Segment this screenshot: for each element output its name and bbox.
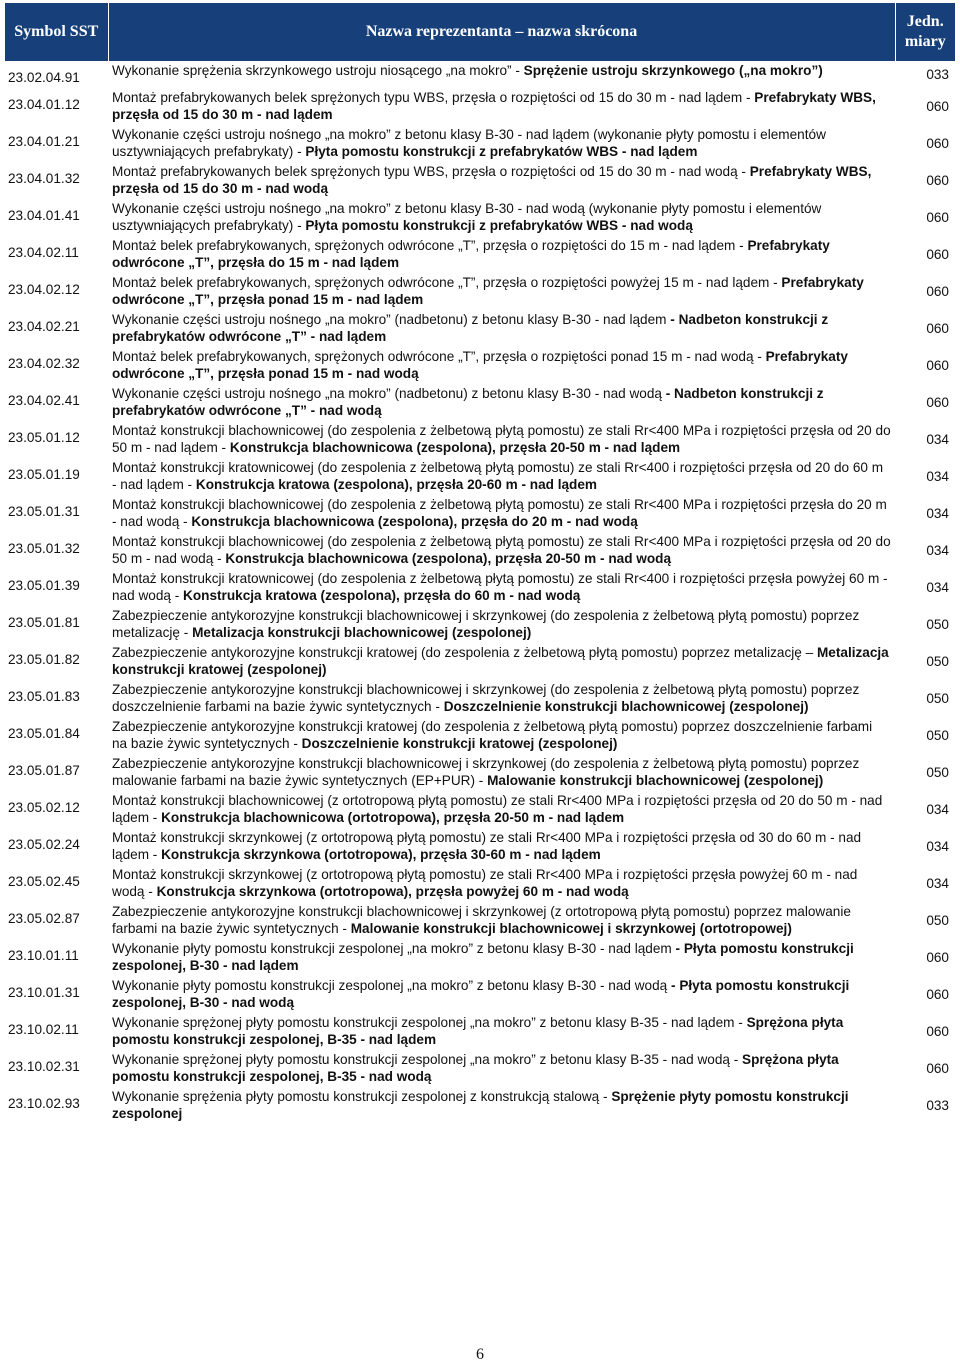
table-row xyxy=(5,606,955,643)
item-description xyxy=(108,865,895,902)
description-text: Zabezpieczenie antykorozyjne konstrukcji kratowej (do zespolenia z żelbetową płytą pomostu) poprzez doszczelnienie farbami na bazie żywic syntetycznych - xyxy=(112,719,873,751)
sst-code: 23.05.01.12 xyxy=(8,430,80,445)
item-description xyxy=(108,828,895,865)
table-row xyxy=(5,939,955,976)
item-description xyxy=(108,347,895,384)
item-description xyxy=(108,791,895,828)
short-name: Konstrukcja blachownicowa (zespolona), przęsła 20-50 m - nad wodą xyxy=(225,551,672,566)
sst-code: 23.04.02.21 xyxy=(8,319,80,334)
unit-code: 060 xyxy=(926,172,949,188)
table-row xyxy=(5,1050,955,1087)
table-row xyxy=(5,976,955,1013)
unit-code: 060 xyxy=(926,986,949,1002)
short-name: Konstrukcja blachownicowa (zespolona), przęsła 20-50 m - nad lądem xyxy=(229,440,681,455)
description-text: Montaż konstrukcji kratownicowej (do zespolenia z żelbetową płytą pomostu) ze stali Rr<400 i rozpiętości przęsła powyżej 60 m - nad wodą - xyxy=(112,571,888,603)
unit-code: 060 xyxy=(926,98,949,114)
item-description xyxy=(108,199,895,236)
sst-code: 23.05.02.12 xyxy=(8,800,80,815)
unit-code: 033 xyxy=(926,1097,949,1113)
table-row xyxy=(5,1013,955,1050)
description-text: Zabezpieczenie antykorozyjne konstrukcji blachownicowej i skrzynkowej (do zespolenia z żelbetową płytą pomostu) poprzez doszczelnienie farbami na bazie żywic syntetycznych - xyxy=(112,682,860,714)
short-name: Sprężona płyta pomostu konstrukcji zespolonej, B-35 - nad lądem xyxy=(112,1015,844,1047)
table-row xyxy=(5,791,955,828)
short-name: Konstrukcja kratowa (zespolona), przęsła do 60 m - nad wodą xyxy=(183,588,581,603)
short-name: - Nadbeton konstrukcji z prefabrykatów odwrócone „T” - nad wodą xyxy=(112,386,824,418)
short-name: Konstrukcja skrzynkowa (ortotropowa), przęsła 30-60 m - nad lądem xyxy=(161,847,601,862)
item-description xyxy=(108,495,895,532)
table-row xyxy=(5,236,955,273)
unit-code: 060 xyxy=(926,394,949,410)
symbol-column-header: Symbol SST xyxy=(5,3,108,61)
sst-code: 23.05.01.31 xyxy=(8,504,80,519)
description-text: Montaż konstrukcji blachownicowej (do zespolenia z żelbetową płytą pomostu) ze stali Rr<400 MPa i rozpiętości przęsła od 20 do 50 m - nad wodą - xyxy=(112,534,891,566)
description-text: Wykonanie sprężonej płyty pomostu konstrukcji zespolonej „na mokro” z betonu klasy B-35 - nad wodą - xyxy=(112,1052,743,1067)
sst-code: 23.04.02.11 xyxy=(8,245,79,260)
unit-code: 034 xyxy=(926,542,949,558)
item-description xyxy=(108,643,895,680)
item-description xyxy=(108,606,895,643)
item-description xyxy=(108,754,895,791)
short-name: Doszczelnienie konstrukcji kratowej (zespolonej) xyxy=(301,736,618,751)
unit-code: 060 xyxy=(926,1060,949,1076)
unit-code: 060 xyxy=(926,209,949,225)
unit-code: 050 xyxy=(926,727,949,743)
item-description xyxy=(108,569,895,606)
table-row xyxy=(5,643,955,680)
unit-code: 050 xyxy=(926,653,949,669)
sst-code: 23.10.01.11 xyxy=(8,948,79,963)
sst-code: 23.04.02.41 xyxy=(8,393,80,408)
catalog-sheet xyxy=(5,3,955,1124)
sst-code: 23.04.02.32 xyxy=(8,356,80,371)
description-text: Zabezpieczenie antykorozyjne konstrukcji blachownicowej i skrzynkowej (z ortotropową płytą pomostu) poprzez malowanie farbami na bazie żywic syntetycznych - xyxy=(112,904,851,936)
sst-code: 23.02.04.91 xyxy=(8,70,80,85)
unit-code: 050 xyxy=(926,690,949,706)
sst-code: 23.05.01.39 xyxy=(8,578,80,593)
description-text: Montaż konstrukcji skrzynkowej (z ortotropową płytą pomostu) ze stali Rr<400 MPa i rozpiętości przęsła powyżej 60 m - nad wodą - xyxy=(112,867,858,899)
name-column-header: Nazwa reprezentanta – nazwa skrócona xyxy=(108,3,895,61)
short-name: - Płyta pomostu konstrukcji zespolonej, B-30 - nad wodą xyxy=(112,978,850,1010)
sst-code: 23.05.01.81 xyxy=(8,615,80,630)
description-text: Montaż konstrukcji blachownicowej (z ortotropową płytą pomostu) ze stali Rr<400 MPa i rozpiętości przęsła od 20 do 50 m - nad lądem - xyxy=(112,793,883,825)
item-description xyxy=(108,532,895,569)
short-name: Prefabrykaty WBS, przęsła od 15 do 30 m - nad wodą xyxy=(112,164,872,196)
table-row xyxy=(5,717,955,754)
unit-code: 060 xyxy=(926,1023,949,1039)
table-row xyxy=(5,199,955,236)
sst-code: 23.05.01.82 xyxy=(8,652,80,667)
item-description xyxy=(108,976,895,1013)
unit-code: 060 xyxy=(926,283,949,299)
table-row xyxy=(5,754,955,791)
item-description xyxy=(108,236,895,273)
unit-code: 060 xyxy=(926,135,949,151)
short-name: - Płyta pomostu konstrukcji zespolonej, B-30 - nad lądem xyxy=(112,941,854,973)
item-description xyxy=(108,61,895,88)
description-text: Montaż konstrukcji skrzynkowej (z ortotropową płytą pomostu) ze stali Rr<400 MPa i rozpiętości przęsła od 30 do 60 m - nad lądem - xyxy=(112,830,862,862)
description-text: Wykonanie płyty pomostu konstrukcji zespolonej „na mokro” z betonu klasy B-30 - nad wodą xyxy=(112,978,672,993)
table-row xyxy=(5,310,955,347)
description-text: Montaż belek prefabrykowanych, sprężonych odwrócone „T”, przęsła o rozpiętości powyżej 15 m - nad lądem - xyxy=(112,275,782,290)
description-text: Montaż konstrukcji blachownicowej (do zespolenia z żelbetową płytą pomostu) ze stali Rr<400 MPa i rozpiętości przęsła do 20 m - nad wodą - xyxy=(112,497,887,529)
short-name: Malowanie konstrukcji blachownicowej (zespolonej) xyxy=(487,773,824,788)
short-name: Prefabrykaty odwrócone „T”, przęsła ponad 15 m - nad wodą xyxy=(112,349,848,381)
sst-code: 23.05.01.87 xyxy=(8,763,80,778)
unit-code: 050 xyxy=(926,764,949,780)
description-text: Wykonanie części ustroju nośnego „na mokro” (nadbetonu) z betonu klasy B-30 - nad lądem xyxy=(112,312,671,327)
unit-code: 060 xyxy=(926,320,949,336)
sst-code: 23.04.02.12 xyxy=(8,282,80,297)
item-description xyxy=(108,1050,895,1087)
short-name: Sprężenie ustroju skrzynkowego („na mokro”) xyxy=(523,63,823,78)
unit-code: 034 xyxy=(926,579,949,595)
sst-code: 23.05.01.19 xyxy=(8,467,80,482)
table-row xyxy=(5,384,955,421)
table-row xyxy=(5,61,955,88)
description-text: Wykonanie płyty pomostu konstrukcji zespolonej „na mokro” z betonu klasy B-30 - nad lądem xyxy=(112,941,676,956)
table-row xyxy=(5,162,955,199)
table-row xyxy=(5,680,955,717)
item-description xyxy=(108,902,895,939)
unit-code: 060 xyxy=(926,246,949,262)
item-description xyxy=(108,125,895,162)
item-description xyxy=(108,384,895,421)
description-text: Wykonanie sprężenia płyty pomostu konstrukcji zespolonej z konstrukcją stalową - xyxy=(112,1089,612,1104)
short-name: Prefabrykaty odwrócone „T”, przęsła ponad 15 m - nad lądem xyxy=(112,275,864,307)
item-description xyxy=(108,939,895,976)
description-text: Zabezpieczenie antykorozyjne konstrukcji kratowej (do zespolenia z żelbetową płytą pomostu) poprzez metalizację – xyxy=(112,645,817,660)
sst-code: 23.10.02.93 xyxy=(8,1096,80,1111)
description-text: Montaż prefabrykowanych belek sprężonych typu WBS, przęsła o rozpiętości od 15 do 30 m - nad wodą - xyxy=(112,164,750,179)
short-name: Metalizacja konstrukcji blachownicowej (zespolonej) xyxy=(192,625,532,640)
item-description xyxy=(108,680,895,717)
sst-code: 23.04.01.32 xyxy=(8,171,80,186)
table-row xyxy=(5,347,955,384)
short-name: - Nadbeton konstrukcji z prefabrykatów odwrócone „T” - nad lądem xyxy=(112,312,829,344)
item-description xyxy=(108,1013,895,1050)
item-description xyxy=(108,88,895,125)
unit-code: 060 xyxy=(926,357,949,373)
sst-code: 23.10.02.31 xyxy=(8,1059,80,1074)
short-name: Konstrukcja skrzynkowa (ortotropowa), przęsła powyżej 60 m - nad wodą xyxy=(156,884,629,899)
item-description xyxy=(108,458,895,495)
table-row xyxy=(5,88,955,125)
short-name: Płyta pomostu konstrukcji z prefabrykatów WBS - nad lądem xyxy=(305,144,698,159)
unit-column-header: Jedn. miary xyxy=(895,3,955,61)
short-name: Płyta pomostu konstrukcji z prefabrykatów WBS - nad wodą xyxy=(305,218,693,233)
table-row xyxy=(5,458,955,495)
unit-code: 034 xyxy=(926,468,949,484)
table-row xyxy=(5,865,955,902)
item-description xyxy=(108,162,895,199)
table-row xyxy=(5,421,955,458)
description-text: Montaż belek prefabrykowanych, sprężonych odwrócone „T”, przęsła o rozpiętości ponad 15 m - nad wodą - xyxy=(112,349,766,364)
description-text: Montaż konstrukcji kratownicowej (do zespolenia z żelbetową płytą pomostu) ze stali Rr<400 i rozpiętości przęsła od 20 do 60 m - nad lądem - xyxy=(112,460,884,492)
unit-code: 034 xyxy=(926,505,949,521)
short-name: Malowanie konstrukcji blachownicowej i skrzynkowej (ortotropowej) xyxy=(350,921,792,936)
description-text: Wykonanie części ustroju nośnego „na mokro” z betonu klasy B-30 - nad wodą (wykonanie płyty pomostu i elementów usztywniających prefabrykaty) - xyxy=(112,201,822,233)
unit-code: 034 xyxy=(926,801,949,817)
short-name: Metalizacja konstrukcji kratowej (zespolonej) xyxy=(112,645,889,677)
description-text: Montaż konstrukcji blachownicowej (do zespolenia z żelbetową płytą pomostu) ze stali Rr<400 MPa i rozpiętości przęsła od 20 do 50 m - nad lądem - xyxy=(112,423,891,455)
unit-code: 033 xyxy=(926,66,949,82)
item-description xyxy=(108,310,895,347)
short-name: Sprężenie płyty pomostu konstrukcji zespolonej xyxy=(112,1089,849,1121)
description-text: Zabezpieczenie antykorozyjne konstrukcji blachownicowej i skrzynkowej (do zespolenia z żelbetową płytą pomostu) poprzez malowanie farbami na bazie żywic syntetycznych (EP+PUR) - xyxy=(112,756,860,788)
table-header xyxy=(5,3,955,61)
unit-code: 034 xyxy=(926,431,949,447)
description-text: Wykonanie sprężenia skrzynkowego ustroju niosącego „na mokro” - xyxy=(112,63,524,78)
sst-code: 23.04.01.12 xyxy=(8,97,80,112)
sst-code: 23.10.02.11 xyxy=(8,1022,79,1037)
table-row xyxy=(5,902,955,939)
item-description xyxy=(108,717,895,754)
description-text: Wykonanie części ustroju nośnego „na mokro” z betonu klasy B-30 - nad lądem (wykonanie płyty pomostu i elementów usztywniających prefabrykaty) - xyxy=(112,127,826,159)
short-name: Doszczelnienie konstrukcji blachownicowej (zespolonej) xyxy=(443,699,809,714)
sst-code: 23.05.02.24 xyxy=(8,837,80,852)
sst-code: 23.05.02.45 xyxy=(8,874,80,889)
short-name: Konstrukcja blachownicowa (zespolona), przęsła do 20 m - nad wodą xyxy=(191,514,638,529)
table-row xyxy=(5,532,955,569)
description-text: Montaż belek prefabrykowanych, sprężonych odwrócone „T”, przęsła o rozpiętości do 15 m - nad lądem - xyxy=(112,238,748,253)
sst-code: 23.05.01.84 xyxy=(8,726,80,741)
page-number: 6 xyxy=(476,1346,484,1363)
sst-code: 23.10.01.31 xyxy=(8,985,80,1000)
unit-code: 060 xyxy=(926,949,949,965)
unit-code: 050 xyxy=(926,616,949,632)
table-row xyxy=(5,273,955,310)
short-name: Konstrukcja kratowa (zespolona), przęsła 20-60 m - nad lądem xyxy=(195,477,598,492)
sst-code: 23.05.01.83 xyxy=(8,689,80,704)
description-text: Zabezpieczenie antykorozyjne konstrukcji blachownicowej i skrzynkowej (do zespolenia z żelbetową płytą pomostu) poprzez metalizację - xyxy=(112,608,860,640)
item-description xyxy=(108,421,895,458)
item-description xyxy=(108,273,895,310)
description-text: Wykonanie części ustroju nośnego „na mokro” (nadbetonu) z betonu klasy B-30 - nad wodą xyxy=(112,386,666,401)
short-name: Prefabrykaty odwrócone „T”, przęsła do 15 m - nad lądem xyxy=(112,238,830,270)
sst-code: 23.04.01.21 xyxy=(8,134,80,149)
table-row xyxy=(5,828,955,865)
table-row xyxy=(5,1087,955,1124)
sst-code: 23.04.01.41 xyxy=(8,208,80,223)
table-body xyxy=(5,61,955,1124)
table-row xyxy=(5,495,955,532)
description-text: Montaż prefabrykowanych belek sprężonych typu WBS, przęsła o rozpiętości od 15 do 30 m - nad lądem - xyxy=(112,90,755,105)
description-text: Wykonanie sprężonej płyty pomostu konstrukcji zespolonej „na mokro” z betonu klasy B-35 - nad lądem - xyxy=(112,1015,747,1030)
table-row xyxy=(5,569,955,606)
short-name: Prefabrykaty WBS, przęsła od 15 do 30 m - nad lądem xyxy=(112,90,876,122)
unit-code: 034 xyxy=(926,838,949,854)
short-name: Sprężona płyta pomostu konstrukcji zespolonej, B-35 - nad wodą xyxy=(112,1052,839,1084)
item-description xyxy=(108,1087,895,1124)
unit-code: 034 xyxy=(926,875,949,891)
short-name: Konstrukcja blachownicowa (ortotropowa), przęsła 20-50 m - nad lądem xyxy=(161,810,625,825)
unit-code: 050 xyxy=(926,912,949,928)
sst-code: 23.05.02.87 xyxy=(8,911,80,926)
table-row xyxy=(5,125,955,162)
sst-code: 23.05.01.32 xyxy=(8,541,80,556)
sst-table xyxy=(5,3,955,1124)
